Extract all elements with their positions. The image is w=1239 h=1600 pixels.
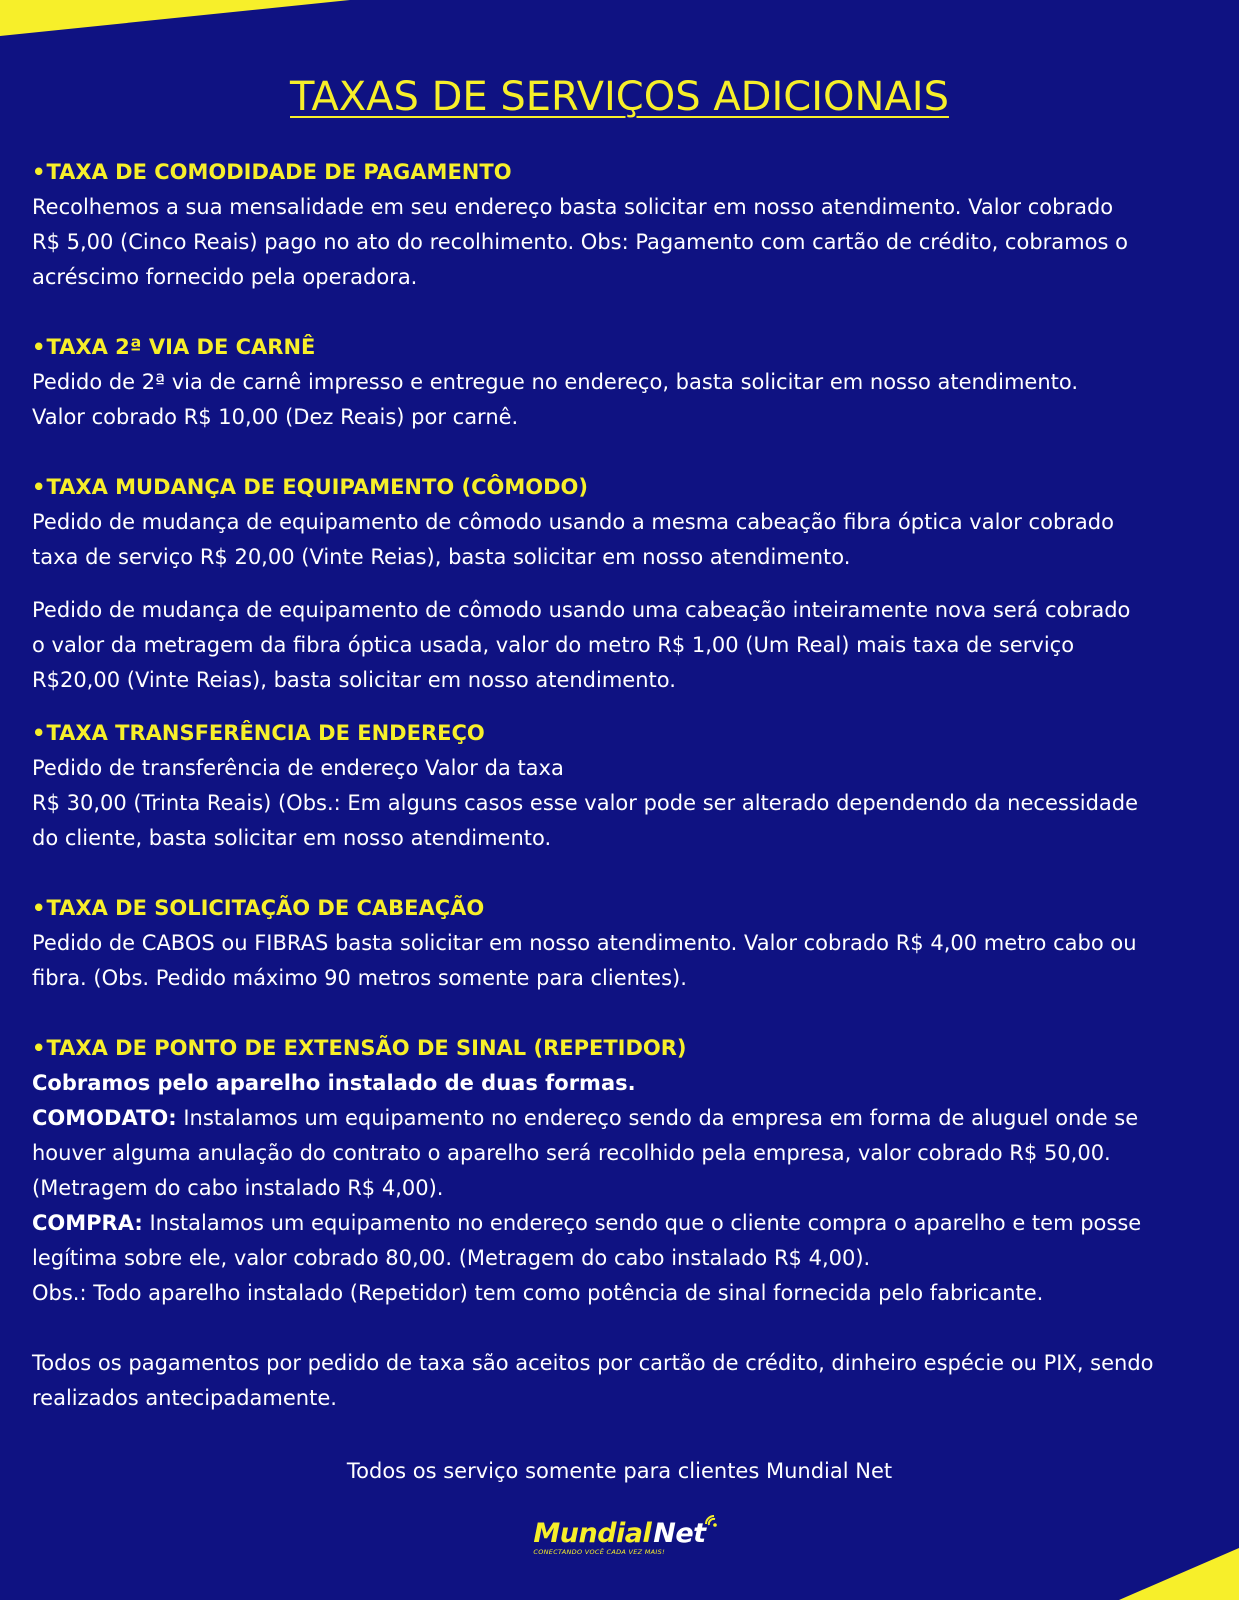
section-text-line: Pedido de mudança de equipamento de cômodo usando a mesma cabeação fibra óptica valor cobrado: [32, 510, 1114, 534]
section-heading: • TAXA MUDANÇA DE EQUIPAMENTO (CÔMODO): [32, 470, 1212, 505]
comodato-label: COMODATO:: [32, 1106, 177, 1130]
section-text-line: Valor cobrado R$ 10,00 (Dez Reais) por carnê.: [32, 405, 519, 429]
section-intro: Cobramos pelo aparelho instalado de duas formas.: [32, 1071, 636, 1095]
section-text-line: fibra. (Obs. Pedido máximo 90 metros somente para clientes).: [32, 966, 687, 990]
section-heading: • TAXA DE SOLICITAÇÃO DE CABEAÇÃO: [32, 891, 1212, 926]
logo-wordmark: MundialNet: [533, 1518, 706, 1549]
section-text-line: legítima sobre ele, valor cobrado 80,00. (Metragem do cabo instalado R$ 4,00).: [32, 1246, 871, 1270]
footer-note: Todos os serviço somente para clientes Mundial Net: [346, 1459, 893, 1483]
section-comodidade-pagamento: [32, 155, 1212, 295]
section-ponto-extensao: [32, 1031, 1212, 1311]
comodato-line: [32, 1101, 1212, 1136]
section-heading: • TAXA 2ª VIA DE CARNÊ: [32, 330, 1212, 365]
section-obs: Obs.: Todo aparelho instalado (Repetidor) tem como potência de sinal fornecida pelo fabricante.: [32, 1281, 1044, 1305]
section-text-line: acréscimo fornecido pela operadora.: [32, 265, 418, 289]
section-text-line: taxa de serviço R$ 20,00 (Vinte Reias), basta solicitar em nosso atendimento.: [32, 545, 851, 569]
section-text-line: Pedido de mudança de equipamento de cômodo usando uma cabeação inteiramente nova será cobrado: [32, 598, 1131, 622]
payment-note: [32, 1346, 1212, 1416]
section-text-line: Pedido de 2ª via de carnê impresso e entregue no endereço, basta solicitar em nosso atendimento.: [32, 370, 1079, 394]
section-text-line: houver alguma anulação do contrato o aparelho será recolhido pela empresa, valor cobrado R$ 50,00.: [32, 1141, 1111, 1165]
payment-line: realizados antecipadamente.: [32, 1386, 337, 1410]
logo-tagline: CONECTANDO VOCÊ CADA VEZ MAIS!: [533, 1548, 665, 1556]
comodato-text: Instalamos um equipamento no endereço sendo da empresa em forma de aluguel onde se: [176, 1106, 1139, 1130]
compra-text: Instalamos um equipamento no endereço sendo que o cliente compra o aparelho e tem posse: [142, 1211, 1142, 1235]
section-text-line: do cliente, basta solicitar em nosso atendimento.: [32, 826, 552, 850]
mundialnet-logo: [0, 1520, 1239, 1558]
top-left-yellow-stripe: [0, 0, 360, 40]
wifi-signal-icon: [704, 1514, 720, 1530]
fees-content: [32, 155, 1212, 1416]
section-heading: • TAXA DE COMODIDADE DE PAGAMENTO: [32, 155, 1212, 190]
section-mudanca-equipamento: [32, 470, 1212, 698]
section-text-line: Pedido de transferência de endereço Valor da taxa: [32, 756, 564, 780]
section-segunda-via-carne: [32, 330, 1212, 435]
section-heading: • TAXA TRANSFERÊNCIA DE ENDEREÇO: [32, 716, 1212, 751]
section-transferencia-endereco: [32, 716, 1212, 856]
section-text-line: R$ 30,00 (Trinta Reais) (Obs.: Em alguns casos esse valor pode ser alterado dependendo da necessidade: [32, 791, 1139, 815]
section-text-line: (Metragem do cabo instalado R$ 4,00).: [32, 1176, 444, 1200]
compra-line: [32, 1206, 1212, 1241]
section-text-line: R$ 5,00 (Cinco Reais) pago no ato do recolhimento. Obs: Pagamento com cartão de crédito, cobramos o: [32, 230, 1128, 254]
section-text-line: R$20,00 (Vinte Reias), basta solicitar em nosso atendimento.: [32, 668, 676, 692]
section-text-line: Pedido de CABOS ou FIBRAS basta solicitar em nosso atendimento. Valor cobrado R$ 4,00 metro cabo ou: [32, 931, 1137, 955]
section-heading: • TAXA DE PONTO DE EXTENSÃO DE SINAL (REPETIDOR): [32, 1031, 1212, 1066]
section-text-line: Recolhemos a sua mensalidade em seu endereço basta solicitar em nosso atendimento. Valor cobrado: [32, 195, 1114, 219]
payment-line: Todos os pagamentos por pedido de taxa são aceitos por cartão de crédito, dinheiro espécie ou PIX, sendo: [32, 1351, 1154, 1375]
compra-label: COMPRA:: [32, 1211, 143, 1235]
page-title: TAXAS DE SERVIÇOS ADICIONAIS: [290, 74, 949, 120]
section-text-line: o valor da metragem da fibra óptica usada, valor do metro R$ 1,00 (Um Real) mais taxa de serviço: [32, 633, 1075, 657]
section-solicitacao-cabeacao: [32, 891, 1212, 996]
